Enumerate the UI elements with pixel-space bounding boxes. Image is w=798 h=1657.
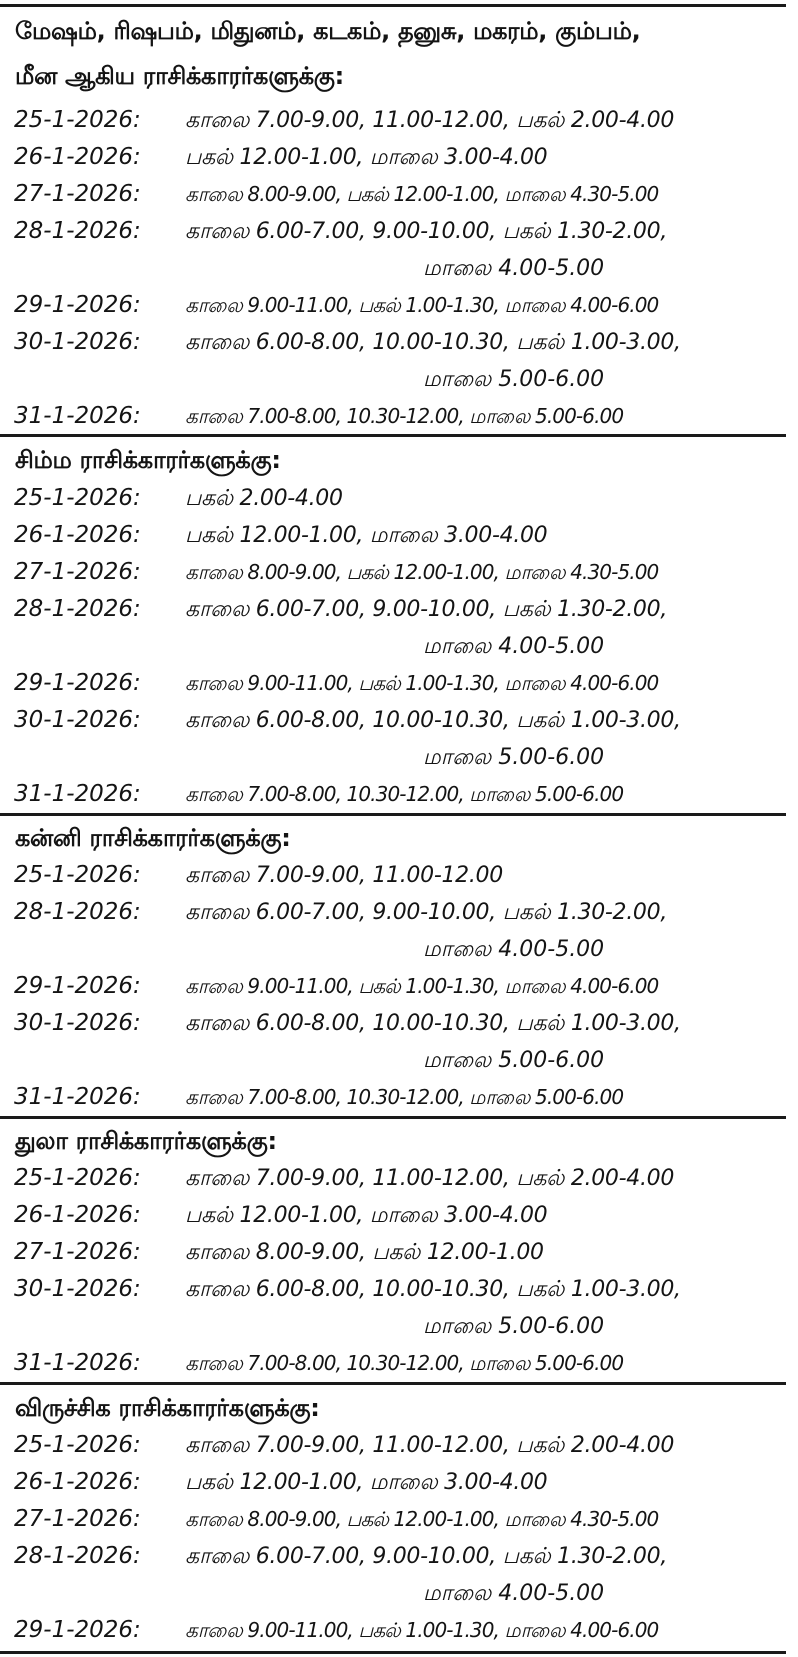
schedule-row	[0, 1005, 786, 1042]
schedule-row-continuation	[0, 739, 786, 776]
row-times: காலை 8.00-9.00, பகல் 12.00-1.00	[185, 1240, 544, 1265]
schedule-row	[0, 398, 786, 435]
row-date: 25-1-2026:	[14, 1165, 141, 1191]
schedule-row	[0, 1271, 786, 1308]
schedule-row	[0, 1612, 786, 1649]
schedule-row-continuation	[0, 628, 786, 665]
schedule-row-continuation	[0, 931, 786, 968]
row-times: பகல் 12.00-1.00, மாலை 3.00-4.00	[185, 1203, 548, 1228]
schedule-row	[0, 554, 786, 591]
row-times-continuation: மாலை 4.00-5.00	[423, 256, 605, 281]
row-date: 27-1-2026:	[14, 181, 141, 207]
schedule-row-continuation	[0, 361, 786, 398]
row-times: காலை 6.00-8.00, 10.00-10.30, பகல் 1.00-3.00,	[185, 1011, 681, 1036]
row-date: 29-1-2026:	[14, 292, 141, 318]
schedule-row	[0, 176, 786, 213]
section-heading: மீன ஆகிய ராசிக்காரர்களுக்கு:	[15, 62, 344, 90]
section-divider	[0, 4, 786, 7]
row-times-continuation: மாலை 5.00-6.00	[423, 745, 605, 770]
row-date: 25-1-2026:	[14, 862, 141, 888]
schedule-row	[0, 1501, 786, 1538]
section-divider	[0, 813, 786, 816]
schedule-row	[0, 1427, 786, 1464]
row-date: 27-1-2026:	[14, 1239, 141, 1265]
schedule-row-continuation	[0, 1575, 786, 1612]
schedule-row	[0, 776, 786, 813]
schedule-row	[0, 1538, 786, 1575]
bottom-border	[0, 1651, 786, 1654]
row-date: 25-1-2026:	[14, 1432, 141, 1458]
row-times: பகல் 12.00-1.00, மாலை 3.00-4.00	[185, 145, 548, 170]
row-date: 28-1-2026:	[14, 1543, 141, 1569]
schedule-row	[0, 517, 786, 554]
row-times: பகல் 12.00-1.00, மாலை 3.00-4.00	[185, 1470, 548, 1495]
row-times: காலை 6.00-7.00, 9.00-10.00, பகல் 1.30-2.00,	[185, 219, 668, 244]
row-date: 30-1-2026:	[14, 329, 141, 355]
row-date: 30-1-2026:	[14, 1276, 141, 1302]
row-times-continuation: மாலை 5.00-6.00	[423, 1048, 605, 1073]
row-times: காலை 7.00-8.00, 10.30-12.00, மாலை 5.00-6.00	[185, 782, 624, 806]
row-times: காலை 7.00-8.00, 10.30-12.00, மாலை 5.00-6.00	[185, 1351, 624, 1375]
schedule-row	[0, 968, 786, 1005]
section-divider	[0, 434, 786, 437]
row-times-continuation: மாலை 4.00-5.00	[423, 937, 605, 962]
schedule-row	[0, 213, 786, 250]
section-divider	[0, 1382, 786, 1385]
schedule-row	[0, 1197, 786, 1234]
row-times: காலை 9.00-11.00, பகல் 1.00-1.30, மாலை 4.00-6.00	[185, 974, 659, 998]
section-divider	[0, 1116, 786, 1119]
section-heading: கன்னி ராசிக்காரர்களுக்கு:	[15, 824, 291, 852]
row-times: காலை 9.00-11.00, பகல் 1.00-1.30, மாலை 4.00-6.00	[185, 293, 659, 317]
schedule-row	[0, 665, 786, 702]
row-date: 29-1-2026:	[14, 670, 141, 696]
row-times-continuation: மாலை 5.00-6.00	[423, 1314, 605, 1339]
schedule-row	[0, 1079, 786, 1116]
schedule-row	[0, 894, 786, 931]
row-times: காலை 6.00-7.00, 9.00-10.00, பகல் 1.30-2.00,	[185, 900, 668, 925]
row-date: 25-1-2026:	[14, 107, 141, 133]
row-times: காலை 8.00-9.00, பகல் 12.00-1.00, மாலை 4.30-5.00	[185, 560, 659, 584]
row-date: 27-1-2026:	[14, 1506, 141, 1532]
schedule-row	[0, 1160, 786, 1197]
schedule-row	[0, 287, 786, 324]
schedule-row-continuation	[0, 250, 786, 287]
schedule-row	[0, 1345, 786, 1382]
row-date: 29-1-2026:	[14, 1617, 141, 1643]
row-times: காலை 6.00-8.00, 10.00-10.30, பகல் 1.00-3.00,	[185, 708, 681, 733]
row-times: காலை 6.00-7.00, 9.00-10.00, பகல் 1.30-2.00,	[185, 1544, 668, 1569]
row-times: காலை 7.00-8.00, 10.30-12.00, மாலை 5.00-6.00	[185, 404, 624, 428]
row-date: 31-1-2026:	[14, 403, 141, 429]
row-times-continuation: மாலை 5.00-6.00	[423, 367, 605, 392]
section-heading: மேஷம், ரிஷபம், மிதுனம், கடகம், தனுசு, மகரம், கும்பம்,	[15, 17, 641, 45]
section-heading: துலா ராசிக்காரர்களுக்கு:	[15, 1127, 277, 1155]
row-date: 31-1-2026:	[14, 1350, 141, 1376]
row-date: 27-1-2026:	[14, 559, 141, 585]
row-date: 26-1-2026:	[14, 144, 141, 170]
row-times: பகல் 2.00-4.00	[185, 486, 343, 511]
schedule-row	[0, 480, 786, 517]
row-times: பகல் 12.00-1.00, மாலை 3.00-4.00	[185, 523, 548, 548]
schedule-row-continuation	[0, 1308, 786, 1345]
row-times: காலை 9.00-11.00, பகல் 1.00-1.30, மாலை 4.00-6.00	[185, 1618, 659, 1642]
section-heading: சிம்ம ராசிக்காரர்களுக்கு:	[15, 446, 281, 474]
row-times: காலை 7.00-9.00, 11.00-12.00, பகல் 2.00-4.00	[185, 108, 675, 133]
row-times: காலை 8.00-9.00, பகல் 12.00-1.00, மாலை 4.30-5.00	[185, 182, 659, 206]
row-times: காலை 6.00-7.00, 9.00-10.00, பகல் 1.30-2.00,	[185, 597, 668, 622]
schedule-row	[0, 139, 786, 176]
row-date: 30-1-2026:	[14, 1010, 141, 1036]
row-date: 29-1-2026:	[14, 973, 141, 999]
row-date: 26-1-2026:	[14, 1469, 141, 1495]
row-times: காலை 6.00-8.00, 10.00-10.30, பகல் 1.00-3.00,	[185, 1277, 681, 1302]
row-times-continuation: மாலை 4.00-5.00	[423, 634, 605, 659]
row-date: 26-1-2026:	[14, 522, 141, 548]
schedule-row	[0, 1234, 786, 1271]
row-date: 30-1-2026:	[14, 707, 141, 733]
row-times: காலை 7.00-8.00, 10.30-12.00, மாலை 5.00-6.00	[185, 1085, 624, 1109]
row-date: 28-1-2026:	[14, 218, 141, 244]
schedule-row-continuation	[0, 1042, 786, 1079]
row-times: காலை 7.00-9.00, 11.00-12.00	[185, 863, 503, 888]
row-date: 25-1-2026:	[14, 485, 141, 511]
schedule-row	[0, 857, 786, 894]
row-times: காலை 8.00-9.00, பகல் 12.00-1.00, மாலை 4.30-5.00	[185, 1507, 659, 1531]
row-times: காலை 6.00-8.00, 10.00-10.30, பகல் 1.00-3.00,	[185, 330, 681, 355]
schedule-row	[0, 324, 786, 361]
row-date: 26-1-2026:	[14, 1202, 141, 1228]
schedule-row	[0, 591, 786, 628]
row-times: காலை 7.00-9.00, 11.00-12.00, பகல் 2.00-4.00	[185, 1433, 675, 1458]
row-times: காலை 7.00-9.00, 11.00-12.00, பகல் 2.00-4.00	[185, 1166, 675, 1191]
row-date: 28-1-2026:	[14, 899, 141, 925]
schedule-row	[0, 702, 786, 739]
section-heading: விருச்சிக ராசிக்காரர்களுக்கு:	[15, 1394, 320, 1422]
schedule-row	[0, 1464, 786, 1501]
row-times: காலை 9.00-11.00, பகல் 1.00-1.30, மாலை 4.00-6.00	[185, 671, 659, 695]
schedule-row	[0, 102, 786, 139]
row-date: 31-1-2026:	[14, 781, 141, 807]
row-date: 31-1-2026:	[14, 1084, 141, 1110]
row-times-continuation: மாலை 4.00-5.00	[423, 1581, 605, 1606]
row-date: 28-1-2026:	[14, 596, 141, 622]
